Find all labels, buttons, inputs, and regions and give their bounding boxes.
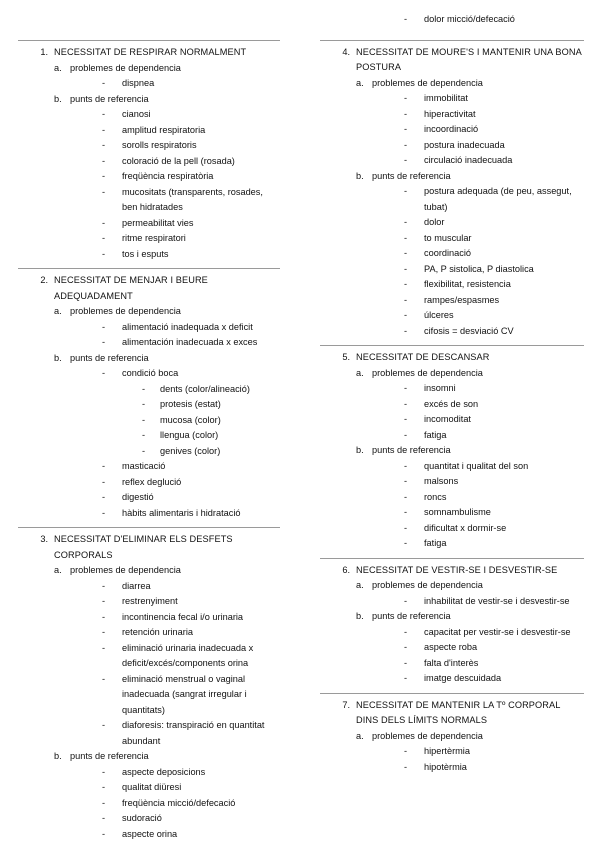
list-item bbox=[102, 76, 280, 92]
nested-list-item bbox=[142, 413, 280, 429]
dash-bullet: - bbox=[102, 248, 106, 259]
list-item-text: fatiga bbox=[424, 538, 447, 548]
subsection-heading bbox=[54, 351, 280, 367]
dash-bullet: - bbox=[404, 398, 408, 409]
subsection-label: punts de referencia bbox=[372, 445, 451, 455]
list-item-text: dolor micció/defecació bbox=[424, 14, 515, 24]
dash-bullet: - bbox=[102, 782, 106, 792]
list-item bbox=[404, 656, 584, 672]
dash-bullet: - bbox=[404, 279, 408, 289]
list-item-text: qualitat diüresi bbox=[122, 782, 182, 792]
dash-bullet: - bbox=[102, 611, 106, 622]
list-item-text: dispnea bbox=[122, 78, 155, 88]
need-section bbox=[18, 41, 280, 268]
list-item-text: alimentación inadecuada x exces bbox=[122, 337, 258, 347]
dash-bullet: - bbox=[102, 642, 106, 653]
dash-bullet: - bbox=[102, 233, 106, 243]
dash-bullet: - bbox=[404, 673, 408, 683]
dash-bullet: - bbox=[102, 217, 106, 228]
list-item-text: sudoració bbox=[122, 813, 162, 823]
list-item bbox=[102, 366, 280, 382]
dash-bullet: - bbox=[102, 673, 106, 684]
list-item bbox=[102, 796, 280, 812]
dash-bullet: - bbox=[102, 813, 106, 823]
dash-bullet: - bbox=[102, 321, 106, 332]
section-number: 4. bbox=[342, 46, 350, 57]
need-section bbox=[18, 269, 280, 527]
list-item bbox=[102, 123, 280, 139]
list-item bbox=[404, 594, 584, 610]
list-item bbox=[404, 521, 584, 537]
subsection-letter: a. bbox=[54, 306, 62, 316]
dash-bullet: - bbox=[404, 93, 408, 103]
list-item bbox=[404, 474, 584, 490]
left-column bbox=[18, 40, 280, 848]
list-item bbox=[404, 107, 584, 123]
list-item-text: inhabilitat de vestir-se i desvestir-se bbox=[424, 595, 570, 606]
list-item-text: incontinencia fecal i/o urinaria bbox=[122, 611, 244, 622]
need-section bbox=[320, 694, 584, 782]
subsection-label: problemes de dependencia bbox=[70, 306, 181, 316]
list-item-text: cifosis = desviació CV bbox=[424, 325, 514, 336]
dash-bullet: - bbox=[404, 491, 408, 502]
list-item bbox=[404, 293, 584, 309]
dash-bullet: - bbox=[404, 383, 408, 393]
need-section bbox=[18, 528, 280, 848]
list-item-text: capacitat per vestir-se i desvestir-se bbox=[424, 626, 571, 637]
list-item-text: freqüència micció/defecació bbox=[122, 797, 236, 808]
subsection-heading bbox=[54, 92, 280, 108]
list-item bbox=[102, 335, 280, 351]
subsection-heading bbox=[356, 169, 584, 185]
list-item-text: aspecte deposicions bbox=[122, 766, 206, 777]
dash-bullet: - bbox=[404, 248, 408, 258]
list-item bbox=[404, 308, 584, 324]
dash-bullet: - bbox=[404, 124, 408, 134]
list-item-text: ritme respiratori bbox=[122, 233, 186, 243]
list-item-text: amplitud respiratoria bbox=[122, 124, 206, 135]
dash-bullet: - bbox=[102, 171, 106, 181]
list-item bbox=[102, 169, 280, 185]
dash-bullet: - bbox=[404, 522, 408, 533]
list-item-text: coloració de la pell (rosada) bbox=[122, 155, 235, 166]
list-item bbox=[404, 490, 584, 506]
list-item bbox=[404, 231, 584, 247]
list-item-text: PA, P sistolica, P diastolica bbox=[424, 263, 534, 274]
section-title: NECESSITAT DE RESPIRAR NORMALMENT bbox=[54, 47, 247, 57]
list-item-text: fatiga bbox=[424, 429, 447, 440]
subsection-heading bbox=[356, 729, 584, 745]
list-item-text: circulació inadecuada bbox=[424, 155, 513, 165]
list-item bbox=[102, 780, 280, 796]
dash-bullet: - bbox=[102, 78, 106, 88]
subsection-heading bbox=[54, 304, 280, 320]
list-item bbox=[102, 579, 280, 595]
list-item-text: restrenyiment bbox=[122, 596, 178, 606]
subsection-label: problemes de dependencia bbox=[372, 367, 483, 378]
list-item bbox=[102, 718, 280, 749]
dash-bullet: - bbox=[102, 492, 106, 502]
dash-bullet: - bbox=[142, 383, 146, 394]
list-item bbox=[102, 672, 280, 719]
list-item bbox=[404, 381, 584, 397]
list-item bbox=[102, 247, 280, 263]
right-column bbox=[320, 12, 584, 781]
list-item bbox=[404, 138, 584, 154]
list-item bbox=[102, 185, 280, 216]
list-item bbox=[404, 324, 584, 340]
list-item-text: aspecte orina bbox=[122, 828, 178, 839]
list-item-text: masticació bbox=[122, 461, 166, 471]
subsection-heading bbox=[356, 76, 584, 92]
dash-bullet: - bbox=[404, 186, 408, 196]
subsection-letter: a. bbox=[54, 565, 62, 575]
dash-bullet: - bbox=[404, 108, 408, 119]
list-item-text: mucositats (transparents, rosades, ben hidratades bbox=[122, 186, 263, 212]
list-item-text: flexibilitat, resistencia bbox=[424, 279, 511, 289]
section-title: NECESSITAT DE MANTENIR LA Tº CORPORAL DINS DELS LÍMITS NORMALS bbox=[356, 699, 561, 725]
dash-bullet: - bbox=[404, 761, 408, 772]
dash-bullet: - bbox=[404, 217, 408, 227]
subsection-letter: b. bbox=[356, 445, 364, 455]
list-item bbox=[102, 107, 280, 123]
dash-bullet: - bbox=[404, 294, 408, 305]
dash-bullet: - bbox=[102, 627, 106, 637]
dash-bullet: - bbox=[142, 414, 146, 425]
section-number: 6. bbox=[342, 564, 350, 575]
section-title: NECESSITAT DE VESTIR-SE I DESVESTIR-SE bbox=[356, 564, 558, 575]
list-item-text: rampes/espasmes bbox=[424, 294, 500, 305]
dash-bullet: - bbox=[404, 139, 408, 150]
section-heading bbox=[18, 273, 280, 304]
list-item bbox=[102, 765, 280, 781]
nested-list-item-text: protesis (estat) bbox=[160, 399, 221, 409]
list-item bbox=[102, 641, 280, 672]
dash-bullet: - bbox=[404, 429, 408, 440]
dash-bullet: - bbox=[404, 657, 408, 668]
list-item-text: eliminació menstrual o vaginal inadecuada (sangrat irregular i quantitats) bbox=[122, 673, 247, 715]
list-item-text: postura inadecuada bbox=[424, 139, 505, 150]
subsection-label: problemes de dependencia bbox=[70, 62, 181, 73]
subsection-label: problemes de dependencia bbox=[372, 77, 483, 88]
dash-bullet: - bbox=[142, 430, 146, 440]
section-number: 5. bbox=[342, 352, 350, 362]
subsection-label: punts de referencia bbox=[372, 611, 451, 621]
subsection-letter: b. bbox=[54, 751, 62, 761]
dash-bullet: - bbox=[102, 507, 106, 518]
subsection-label: punts de referencia bbox=[70, 93, 149, 104]
list-item bbox=[102, 231, 280, 247]
subsection-letter: b. bbox=[356, 170, 364, 181]
dash-bullet: - bbox=[404, 538, 408, 548]
list-item bbox=[404, 184, 584, 215]
section-number: 3. bbox=[40, 534, 48, 544]
list-item bbox=[404, 428, 584, 444]
list-item bbox=[404, 397, 584, 413]
dash-bullet: - bbox=[404, 155, 408, 165]
list-item-text: immobilitat bbox=[424, 93, 468, 103]
list-item bbox=[102, 594, 280, 610]
list-item-text: diarrea bbox=[122, 580, 151, 591]
list-item bbox=[102, 610, 280, 626]
section-heading bbox=[320, 45, 584, 76]
list-item bbox=[404, 277, 584, 293]
dash-bullet: - bbox=[404, 263, 408, 274]
dash-bullet: - bbox=[102, 797, 106, 808]
subsection-label: problemes de dependencia bbox=[372, 730, 483, 741]
subsection-heading bbox=[356, 609, 584, 625]
dash-bullet: - bbox=[102, 766, 106, 777]
list-item-text: cianosi bbox=[122, 109, 151, 119]
list-item bbox=[102, 320, 280, 336]
dash-bullet: - bbox=[102, 337, 106, 347]
list-item-text: postura adequada (de peu, assegut, tubat) bbox=[424, 186, 572, 212]
subsection-heading bbox=[356, 443, 584, 459]
nested-list-item-text: mucosa (color) bbox=[160, 414, 221, 425]
list-item bbox=[404, 744, 584, 760]
section-heading bbox=[320, 563, 584, 579]
list-item-text: falta d'interès bbox=[424, 657, 479, 668]
list-item bbox=[404, 12, 584, 28]
dash-bullet: - bbox=[102, 476, 106, 487]
list-item-text: hiperactivitat bbox=[424, 108, 476, 119]
list-item-text: hipertèrmia bbox=[424, 746, 470, 756]
subsection-letter: b. bbox=[54, 352, 62, 363]
list-item bbox=[102, 216, 280, 232]
dash-bullet: - bbox=[102, 140, 106, 150]
list-item bbox=[404, 671, 584, 687]
dash-bullet: - bbox=[102, 720, 106, 730]
subsection-letter: a. bbox=[356, 730, 364, 741]
list-item-text: freqüència respiratòria bbox=[122, 171, 214, 181]
list-item bbox=[404, 625, 584, 641]
subsection-label: punts de referencia bbox=[70, 751, 149, 761]
list-item bbox=[404, 536, 584, 552]
list-item-text: quantitat i qualitat del son bbox=[424, 460, 529, 471]
subsection-heading bbox=[54, 749, 280, 765]
list-item-text: retención urinaria bbox=[122, 627, 193, 637]
need-section bbox=[320, 346, 584, 558]
list-item bbox=[404, 122, 584, 138]
need-section bbox=[320, 559, 584, 693]
subsection-letter: b. bbox=[54, 93, 62, 104]
dash-bullet: - bbox=[404, 460, 408, 471]
subsection-heading bbox=[54, 61, 280, 77]
subsection-label: punts de referencia bbox=[70, 352, 149, 363]
list-item-text: sorolls respiratoris bbox=[122, 140, 197, 150]
section-number: 7. bbox=[342, 699, 350, 710]
list-item-text: hipotèrmia bbox=[424, 761, 467, 772]
list-item bbox=[404, 153, 584, 169]
subsection-heading bbox=[356, 366, 584, 382]
dash-bullet: - bbox=[404, 232, 408, 243]
list-item bbox=[102, 475, 280, 491]
dash-bullet: - bbox=[404, 626, 408, 637]
subsection-heading bbox=[356, 578, 584, 594]
section-heading bbox=[18, 45, 280, 61]
subsection-label: problemes de dependencia bbox=[372, 580, 483, 590]
list-item bbox=[404, 640, 584, 656]
dash-bullet: - bbox=[404, 14, 408, 24]
list-item-text: diaforesis: transpiració en quantitat abundant bbox=[122, 720, 265, 746]
dash-bullet: - bbox=[404, 325, 408, 336]
section-number: 2. bbox=[40, 275, 48, 285]
list-item-text: coordinació bbox=[424, 248, 471, 258]
subsection-letter: a. bbox=[356, 77, 364, 88]
list-item-text: reflex deglució bbox=[122, 476, 182, 487]
dash-bullet: - bbox=[404, 746, 408, 756]
section-heading bbox=[18, 532, 280, 563]
list-item-text: dificultat x dormir-se bbox=[424, 522, 507, 533]
list-item-text: eliminació urinaria inadecuada x deficit/excés/components orina bbox=[122, 642, 254, 668]
nested-list-item-text: genives (color) bbox=[160, 445, 221, 456]
list-item-text: somnambulisme bbox=[424, 507, 491, 517]
section-title: NECESSITAT DE MENJAR I BEURE ADEQUADAMENT bbox=[54, 275, 208, 301]
list-item bbox=[102, 154, 280, 170]
list-item bbox=[102, 459, 280, 475]
nested-list-item bbox=[142, 428, 280, 444]
subsection-label: punts de referencia bbox=[372, 170, 451, 181]
dash-bullet: - bbox=[102, 109, 106, 119]
dash-bullet: - bbox=[102, 596, 106, 606]
list-item bbox=[404, 91, 584, 107]
list-item bbox=[102, 827, 280, 843]
list-item-text: aspecte roba bbox=[424, 642, 478, 652]
list-item-text: tos i esputs bbox=[122, 248, 169, 259]
dash-bullet: - bbox=[404, 310, 408, 320]
list-item bbox=[102, 490, 280, 506]
list-item-text: alimentació inadequada x deficit bbox=[122, 321, 253, 332]
dash-bullet: - bbox=[404, 476, 408, 486]
list-item-text: incomoditat bbox=[424, 414, 471, 424]
list-item-text: insomni bbox=[424, 383, 456, 393]
list-item-text: malsons bbox=[424, 476, 459, 486]
list-item bbox=[404, 246, 584, 262]
section-number: 1. bbox=[40, 47, 48, 57]
subsection-letter: b. bbox=[356, 611, 364, 621]
dash-bullet: - bbox=[102, 155, 106, 166]
list-item bbox=[102, 138, 280, 154]
nested-list-item-text: dents (color/alineació) bbox=[160, 383, 250, 394]
section-heading bbox=[320, 698, 584, 729]
dash-bullet: - bbox=[404, 414, 408, 424]
section-title: NECESSITAT DE DESCANSAR bbox=[356, 352, 490, 362]
section-title: NECESSITAT D'ELIMINAR ELS DESFETS CORPORALS bbox=[54, 534, 233, 560]
subsection-letter: a. bbox=[356, 367, 364, 378]
nested-list-item bbox=[142, 382, 280, 398]
need-section bbox=[320, 41, 584, 346]
list-item bbox=[102, 811, 280, 827]
dash-bullet: - bbox=[102, 828, 106, 839]
list-item-text: úlceres bbox=[424, 310, 454, 320]
list-item-text: to muscular bbox=[424, 232, 472, 243]
subsection-heading bbox=[54, 563, 280, 579]
list-item-text: excés de son bbox=[424, 398, 479, 409]
list-item bbox=[404, 760, 584, 776]
dash-bullet: - bbox=[142, 399, 146, 409]
subsection-letter: a. bbox=[356, 580, 364, 590]
dash-bullet: - bbox=[404, 642, 408, 652]
list-item bbox=[404, 459, 584, 475]
subsection-label: problemes de dependencia bbox=[70, 565, 181, 575]
dash-bullet: - bbox=[404, 595, 408, 606]
list-item-text: hàbits alimentaris i hidratació bbox=[122, 507, 241, 518]
list-item-text: digestió bbox=[122, 492, 154, 502]
dash-bullet: - bbox=[142, 445, 146, 456]
list-item bbox=[102, 506, 280, 522]
list-item-text: roncs bbox=[424, 491, 447, 502]
subsection-letter: a. bbox=[54, 62, 62, 73]
list-item bbox=[404, 505, 584, 521]
list-item-text: condició boca bbox=[122, 368, 179, 378]
list-item-text: permeabilitat vies bbox=[122, 217, 194, 228]
list-item-text: dolor bbox=[424, 217, 445, 227]
nested-list-item-text: llengua (color) bbox=[160, 430, 219, 440]
dash-bullet: - bbox=[102, 580, 106, 591]
list-item bbox=[404, 412, 584, 428]
dash-bullet: - bbox=[102, 186, 106, 197]
section-heading bbox=[320, 350, 584, 366]
nested-list-item bbox=[142, 444, 280, 460]
section-title: NECESSITAT DE MOURE'S I MANTENIR UNA BONA POSTURA bbox=[356, 46, 582, 72]
dash-bullet: - bbox=[102, 368, 106, 378]
list-item-text: imatge descuidada bbox=[424, 673, 502, 683]
list-item bbox=[102, 625, 280, 641]
list-item bbox=[404, 262, 584, 278]
dash-bullet: - bbox=[404, 507, 408, 517]
nested-list-item bbox=[142, 397, 280, 413]
dash-bullet: - bbox=[102, 124, 106, 135]
list-item bbox=[404, 215, 584, 231]
list-item-text: incoordinació bbox=[424, 124, 479, 134]
dash-bullet: - bbox=[102, 461, 106, 471]
